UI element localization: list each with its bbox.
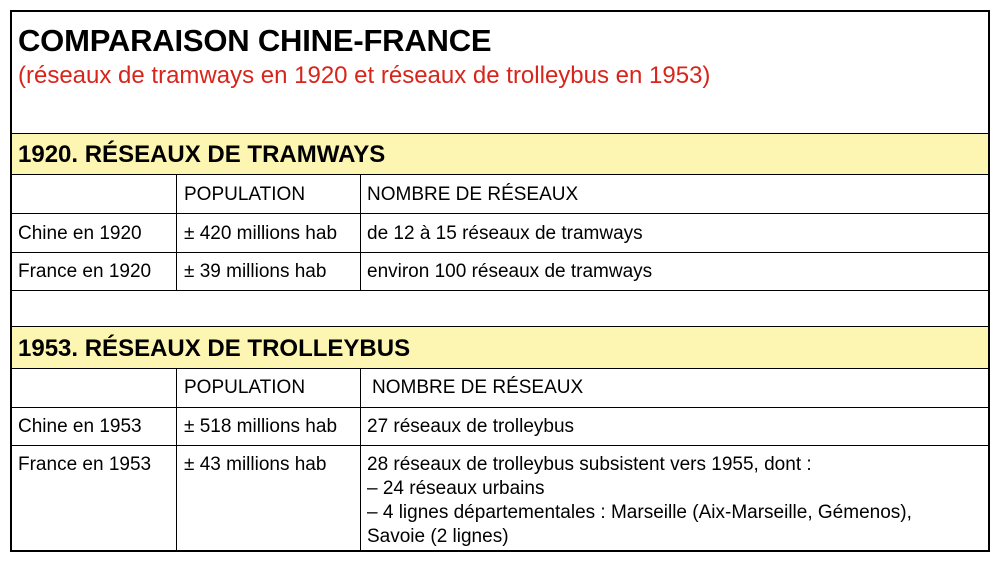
page-title: COMPARAISON CHINE-FRANCE: [18, 23, 492, 58]
table-1920-row-label: France en 1920: [18, 261, 152, 282]
table-1953-row-population: ± 518 millions hab: [184, 416, 338, 437]
table-1953-row-label: France en 1953: [18, 454, 152, 475]
table-1920-divider-1: [176, 175, 177, 291]
page-subtitle: (réseaux de tramways en 1920 et réseaux de trolleybus en 1953): [18, 62, 711, 89]
table-1920-row-label: Chine en 1920: [18, 223, 142, 244]
table-1920-row-line-1: [12, 213, 988, 214]
table-1920-row-population: ± 420 millions hab: [184, 223, 338, 244]
table-1953-row-line-2: [12, 445, 988, 446]
table-1953-divider-1: [176, 369, 177, 552]
table-1920-row-networks: environ 100 réseaux de tramways: [367, 261, 653, 282]
table-1920-row-population: ± 39 millions hab: [184, 261, 327, 282]
table-1953-row-population: ± 43 millions hab: [184, 454, 327, 475]
table-1953-row-label: Chine en 1953: [18, 416, 142, 437]
table-1920-header-population: POPULATION: [184, 184, 306, 205]
table-1953-header-networks: NOMBRE DE RÉSEAUX: [372, 377, 584, 398]
table-1953-row-networks-line: 28 réseaux de trolleybus subsistent vers 1955, dont :: [367, 454, 812, 475]
table-1953-row-networks-line: – 4 lignes départementales : Marseille (Aix-Marseille, Gémenos),: [367, 502, 912, 523]
table-1953-row-networks: 27 réseaux de trolleybus: [367, 416, 575, 437]
table-1953-divider-2: [360, 369, 361, 552]
section-1953-heading: 1953. RÉSEAUX DE TROLLEYBUS: [18, 335, 411, 362]
table-1953-header-population: POPULATION: [184, 377, 306, 398]
section-1953-heading-band: [12, 326, 988, 369]
table-1920-row-line-3: [12, 290, 988, 291]
section-1920-heading: 1920. RÉSEAUX DE TRAMWAYS: [18, 141, 386, 168]
table-1920-divider-2: [360, 175, 361, 291]
table-1953-row-line-1: [12, 407, 988, 408]
table-1953-row-networks-line: – 24 réseaux urbains: [367, 478, 545, 499]
table-1920-row-networks: de 12 à 15 réseaux de tramways: [367, 223, 643, 244]
table-1920-row-line-2: [12, 252, 988, 253]
table-1953-row-networks-line: Savoie (2 lignes): [367, 526, 509, 547]
table-1920-header-networks: NOMBRE DE RÉSEAUX: [367, 184, 579, 205]
section-1920-heading-band: [12, 133, 988, 175]
